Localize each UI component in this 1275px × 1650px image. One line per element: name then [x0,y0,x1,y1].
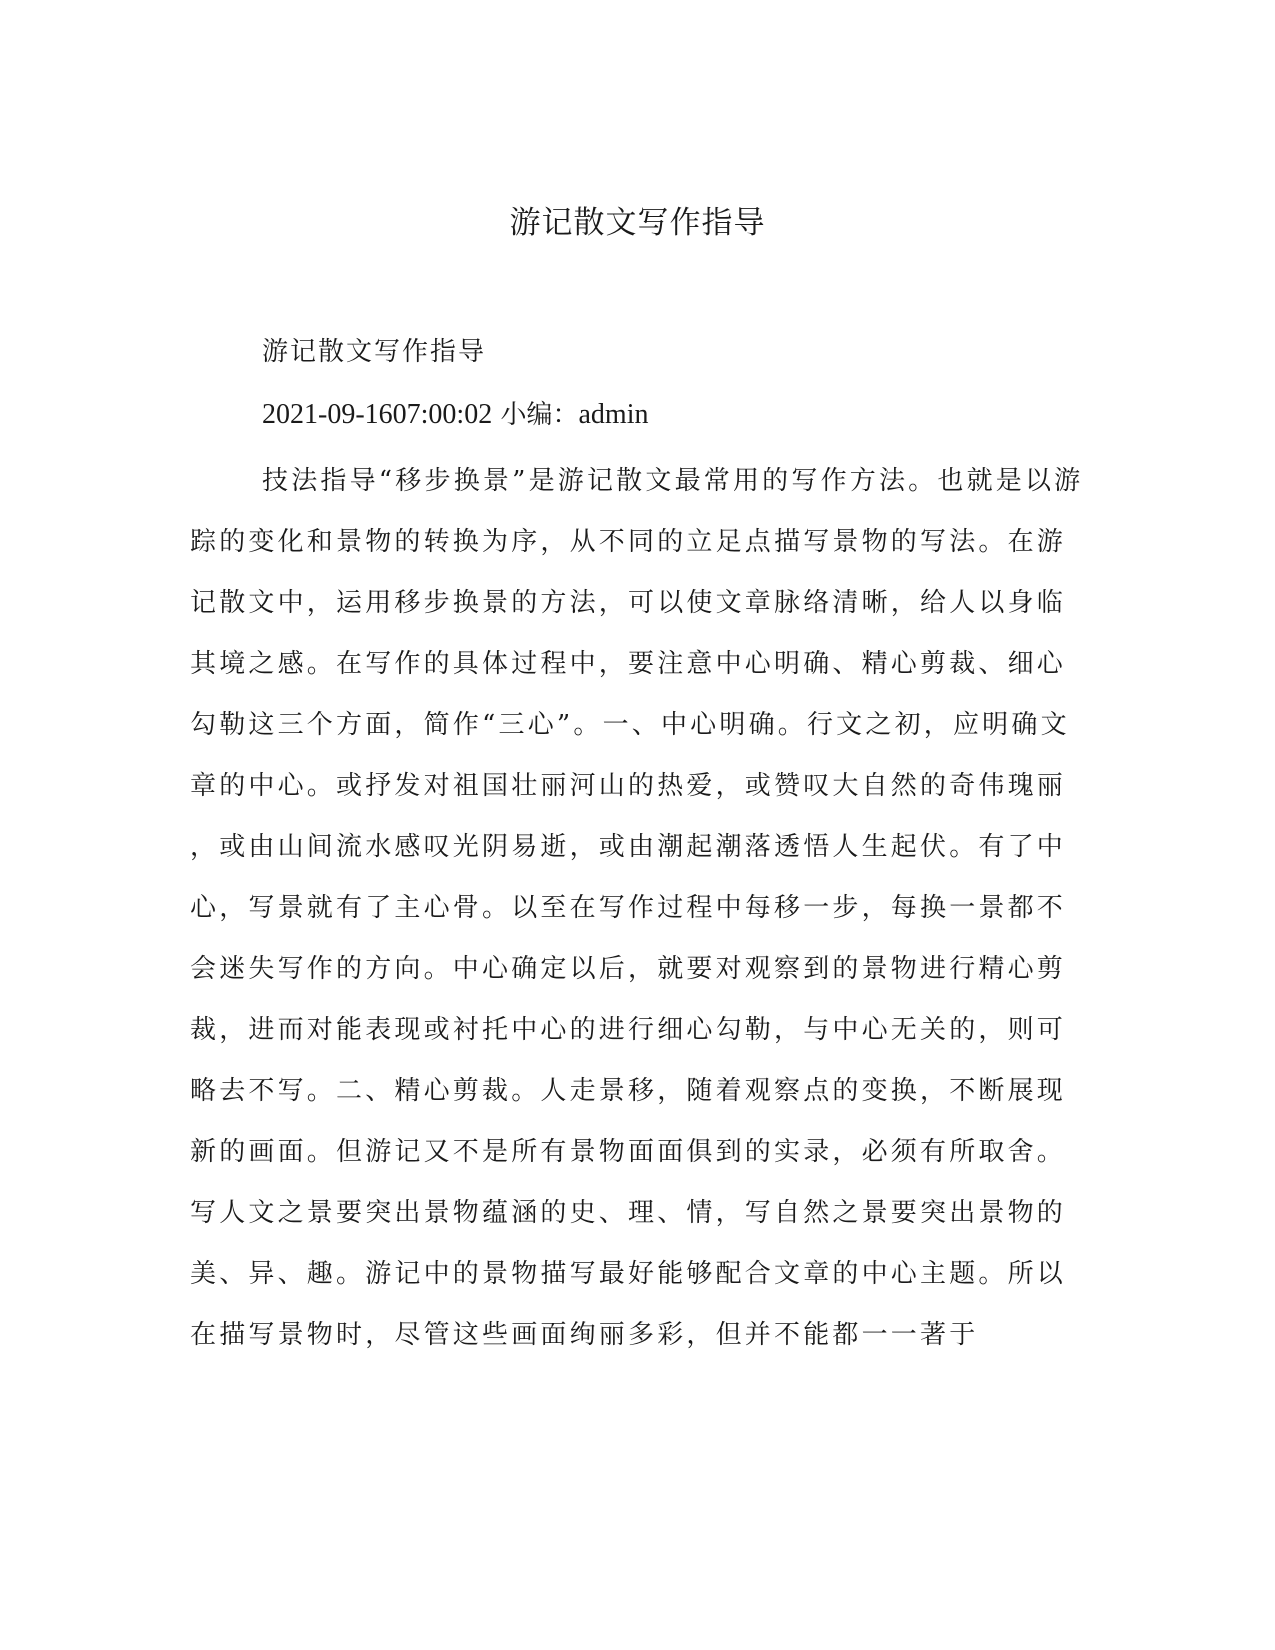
body-line: 章的中心。或抒发对祖国壮丽河山的热爱，或赞叹大自然的奇伟瑰丽 [190,771,1067,801]
publish-date: 2021-09-1607:00:02 [262,399,493,430]
body-line: 新的画面。但游记又不是所有景物面面俱到的实录，必须有所取舍。 [190,1137,1067,1167]
body-line: ，或由山间流水感叹光阴易逝，或由潮起潮落透悟人生起伏。有了中 [190,832,1067,862]
body-line: 在描写景物时，尽管这些画面绚丽多彩，但并不能都一一著于 [190,1320,979,1350]
body-line: 记散文中，运用移步换景的方法，可以使文章脉络清晰，给人以身临 [190,588,1067,618]
body-line: 其境之感。在写作的具体过程中，要注意中心明确、精心剪裁、细心 [190,649,1067,679]
body-line: 写人文之景要突出景物蕴涵的史、理、情，写自然之景要突出景物的 [190,1198,1067,1228]
article-subtitle: 游记散文写作指导 [262,337,487,367]
document-title: 游记散文写作指导 [509,205,766,241]
body-line: 心，写景就有了主心骨。以至在写作过程中每移一步，每换一景都不 [190,893,1067,923]
editor-label: 小编： [492,400,579,430]
body-line: 美、异、趣。游记中的景物描写最好能够配合文章的中心主题。所以 [190,1259,1067,1289]
body-line: 会迷失写作的方向。中心确定以后，就要对观察到的景物进行精心剪 [190,954,1067,984]
article-body [190,451,1084,1366]
body-line: 踪的变化和景物的转换为序，从不同的立足点描写景物的写法。在游 [190,527,1067,557]
editor-name: admin [578,399,649,430]
body-line: 略去不写。二、精心剪裁。人走景移，随着观察点的变换，不断展现 [190,1076,1067,1106]
body-line: 勾勒这三个方面，简作“三心”。一、中心明确。行文之初，应明确文 [190,710,1070,740]
body-line: 技法指导“移步换景”是游记散文最常用的写作方法。也就是以游 [262,466,1084,496]
article-meta [262,397,648,433]
body-line: 裁，进而对能表现或衬托中心的进行细心勾勒，与中心无关的，则可 [190,1015,1067,1045]
